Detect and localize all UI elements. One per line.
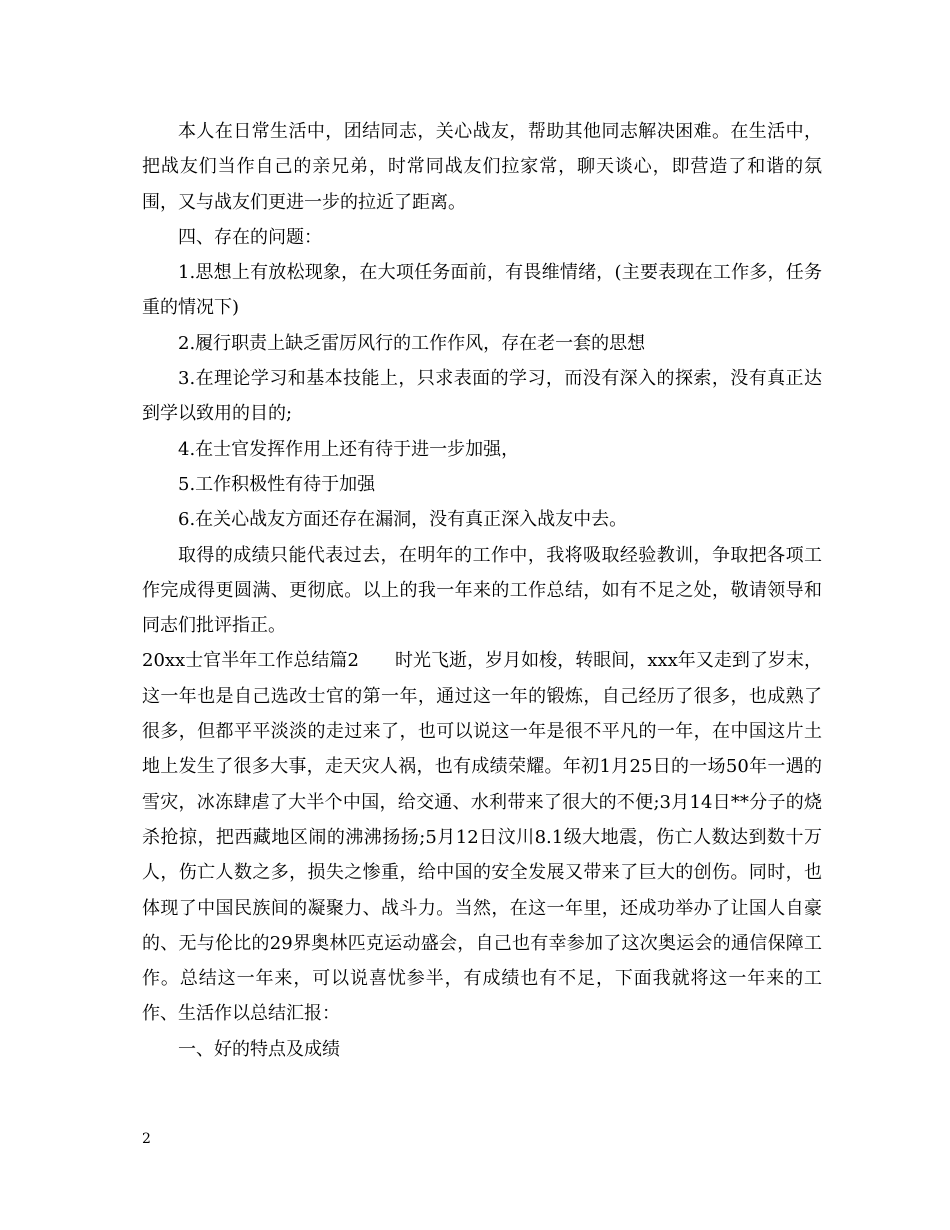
paragraph-3: 1.思想上有放松现象，在大项任务面前，有畏维情绪，(主要表现在工作多，任务重的情况下) bbox=[142, 262, 822, 319]
paragraph-9: 取得的成绩只能代表过去，在明年的工作中，我将吸取经验教训，争取把各项工作完成得更圆满、更彻底。以上的我一年来的工作总结，如有不足之处，敬请领导和同志们批评指正。 bbox=[142, 544, 822, 637]
paragraph-11-heading: 一、好的特点及成绩 bbox=[178, 1038, 340, 1060]
paragraph-7: 5.工作积极性有待于加强 bbox=[178, 473, 376, 495]
paragraph-6: 4.在士官发挥作用上还有待于进一步加强， bbox=[178, 438, 520, 460]
paragraph-10: 20xx士官半年工作总结篇2 时光飞逝，岁月如梭，转眼间，xxx年又走到了岁末，这一年也是自己选改士官的第一年，通过这一年的锻炼，自己经历了很多，也成熟了很多，但都平平淡淡的走过来了，也可以说这一年是很不平凡的一年，在中国这片土地上发生了很多大事，走天灾人祸，也有成绩荣耀。年初1月25日的一场50年一遇的雪灾，冰冻肆虐了大半个中国，给交通、水利带来了很大的不便;3月14日**分子的烧杀抢掠，把西藏地区闹的沸沸扬扬;5月12日汶川8.1级大地震，伤亡人数达到数十万人，伤亡人数之多，损失之惨重，给中国的安全发展又带来了巨大的创伤。同时，也体现了中国民族间的凝聚力、战斗力。当然，在这一年里，还成功举办了让国人自豪的、无与伦比的29界奥林匹克运动盛会，自己也有幸参加了这次奥运会的通信保障工作。总结这一年来，可以说喜忧参半，有成绩也有不足，下面我就将这一年来的工作、生活作以总结汇报： bbox=[142, 650, 822, 1025]
paragraph-1: 本人在日常生活中，团结同志，关心战友，帮助其他同志解决困难。在生活中，把战友们当作自己的亲兄弟，时常同战友们拉家常，聊天谈心，即营造了和谐的氛围，又与战友们更进一步的拉近了距离。 bbox=[142, 121, 822, 213]
paragraph-5: 3.在理论学习和基本技能上，只求表面的学习，而没有深入的探索，没有真正达到学以致用的目的; bbox=[142, 368, 822, 425]
paragraph-8: 6.在关心战友方面还存在漏洞，没有真正深入战友中去。 bbox=[178, 509, 628, 531]
paragraph-2-heading: 四、存在的问题： bbox=[178, 226, 322, 248]
paragraph-4: 2.履行职责上缺乏雷厉风行的工作作风，存在老一套的思想 bbox=[178, 332, 646, 354]
document-body bbox=[142, 114, 822, 1067]
page-number: 2 bbox=[142, 1131, 151, 1147]
